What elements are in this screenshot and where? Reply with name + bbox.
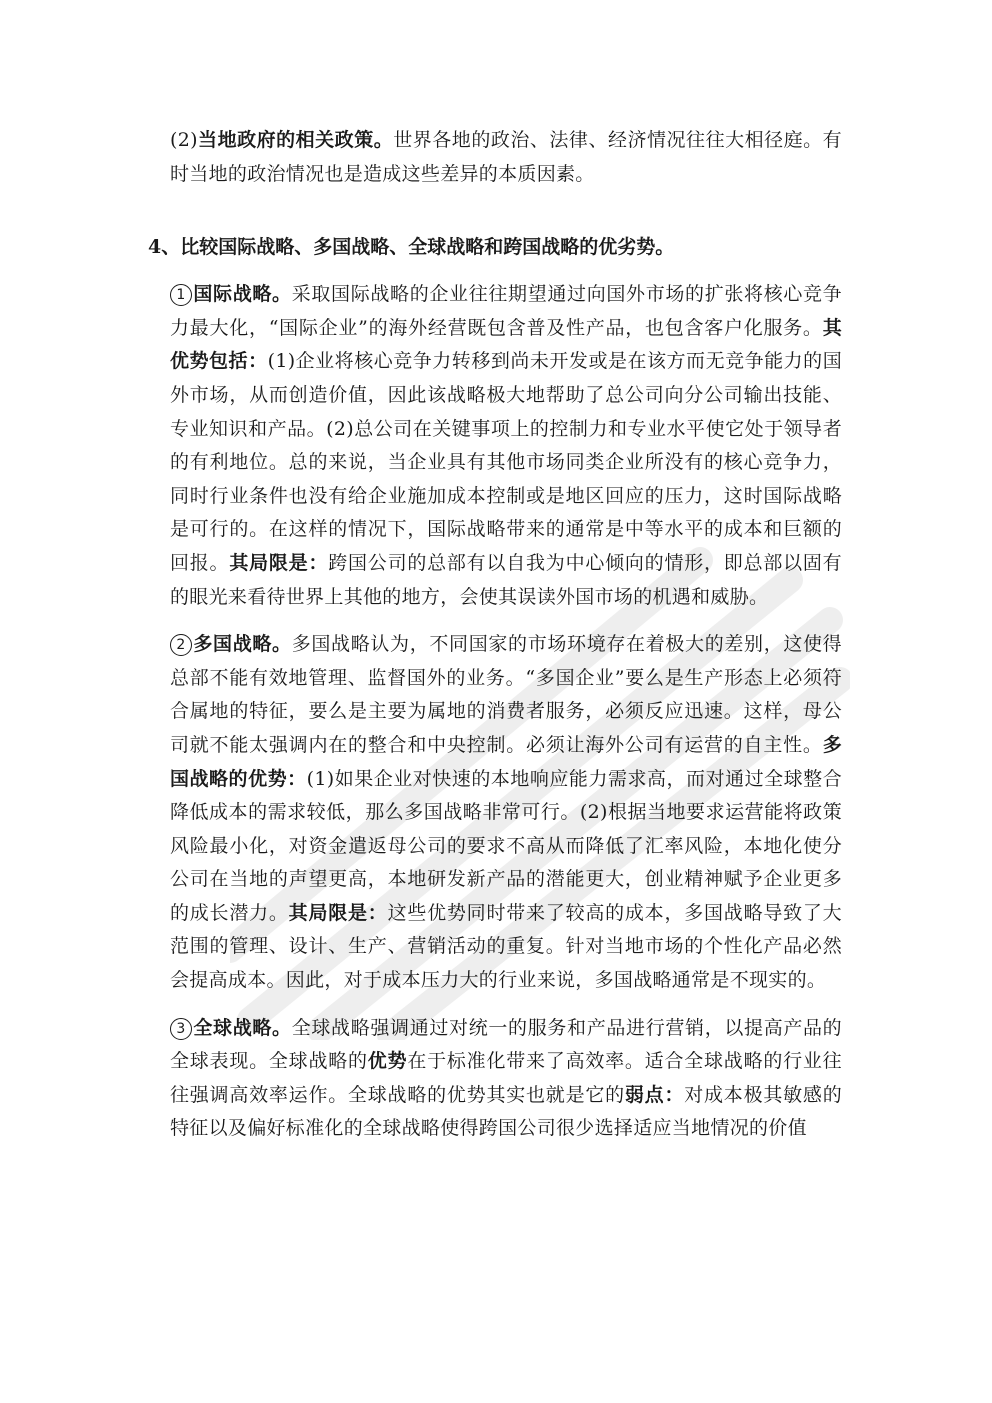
section-paragraph <box>170 628 842 998</box>
circled-number-marker: 2 <box>170 634 192 656</box>
section-text: 在于标准化带来了高效率。适合全球战略的行业往往强调高效率运作。全球战略的优势其实也就是它的 <box>170 1050 842 1106</box>
section-title: 全球战略。 <box>193 1016 292 1039</box>
intro-number: (2) <box>170 129 198 151</box>
question-heading: 4、比较国际战略、多国战略、全球战略和跨国战略的优劣势。 <box>148 236 675 259</box>
section-title: 国际战略。 <box>193 283 292 306</box>
section-text: 多国战略认为，不同国家的市场环境存在着极大的差别，这使得总部不能有效地管理、监督国外的业务。“多国企业”要么是生产形态上必须符合属地的特征，要么是主要为属地的消费者服务，必须反应迅速。这样，母公司就不能太强调内在的整合和中央控制。必须让海外公司有运营的自主性。 <box>170 633 842 756</box>
intro-title: 当地政府的相关政策。 <box>197 129 394 151</box>
section-global-strategy <box>170 1012 842 1146</box>
section-paragraph <box>170 278 842 614</box>
section-bold-label: 其局限是： <box>288 901 388 924</box>
document-body <box>148 124 842 1146</box>
section-text: (1)如果企业对快速的本地响应能力需求高，而对通过全球整合降低成本的需求较低，那么多国战略非常可行。(2)根据当地要求运营能将政策风险最小化，对资金遣返母公司的要求不高从而降低了汇率风险，本地化使分公司在当地的声望更高，本地研发新产品的潜能更大，创业精神赋予企业更多的成长潜力。 <box>170 767 842 924</box>
section-bold-label: 弱点： <box>624 1083 685 1106</box>
section-title: 多国战略。 <box>193 633 292 656</box>
section-text: 这些优势同时带来了较高的成本，多国战略导致了大范围的管理、设计、生产、营销活动的重复。针对当地市场的个性化产品必然会提高成本。因此，对于成本压力大的行业来说，多国战略通常是不现实的。 <box>170 901 842 992</box>
section-text: (1)企业将核心竞争力转移到尚未开发或是在该方而无竞争能力的国外市场，从而创造价值，因此该战略极大地帮助了总公司向分公司输出技能、专业知识和产品。(2)总公司在关键事项上的控制力和专业水平使它处于领导者的有利地位。总的来说，当企业具有其他市场同类企业所没有的核心竞争力，同时行业条件也没有给企业施加成本控制或是地区回应的压力，这时国际战略是可行的。在这样的情况下，国际战略带来的通常是中等水平的成本和巨额的回报。 <box>170 350 842 574</box>
section-bold-label: 优势 <box>367 1050 408 1073</box>
intro-paragraph <box>170 124 842 191</box>
section-heading <box>170 633 292 655</box>
section-text: 采取国际战略的企业往往期望通过向国外市场的扩张将核心竞争力最大化，“国际企业”的海外经营既包含普及性产品，也包含客户化服务。 <box>170 283 842 339</box>
section-text: 全球战略强调通过对统一的服务和产品进行营销，以提高产品的全球表现。全球战略的 <box>170 1016 842 1073</box>
section-bold-label: 多国战略的优势： <box>170 733 842 790</box>
section-bold-label: 其局限是： <box>229 551 329 574</box>
section-heading <box>170 283 292 305</box>
section-bold-label: 其优势包括： <box>170 316 842 373</box>
section-international-strategy <box>170 278 842 614</box>
section-multinational-strategy <box>170 628 842 998</box>
section-text: 对成本极其敏感的特征以及偏好标准化的全球战略使得跨国公司很少选择适应当地情况的价值 <box>170 1083 842 1140</box>
section-heading <box>170 1017 292 1039</box>
circled-number-marker: 3 <box>170 1018 192 1040</box>
section-paragraph <box>170 1012 842 1146</box>
intro-text: 世界各地的政治、法律、经济情况往往大相径庭。有时当地的政治情况也是造成这些差异的本质因素。 <box>170 129 842 185</box>
circled-number-marker: 1 <box>170 284 192 306</box>
section-text: 跨国公司的总部有以自我为中心倾向的情形，即总部以固有的眼光来看待世界上其他的地方，会使其误读外国市场的机遇和威胁。 <box>170 551 842 608</box>
